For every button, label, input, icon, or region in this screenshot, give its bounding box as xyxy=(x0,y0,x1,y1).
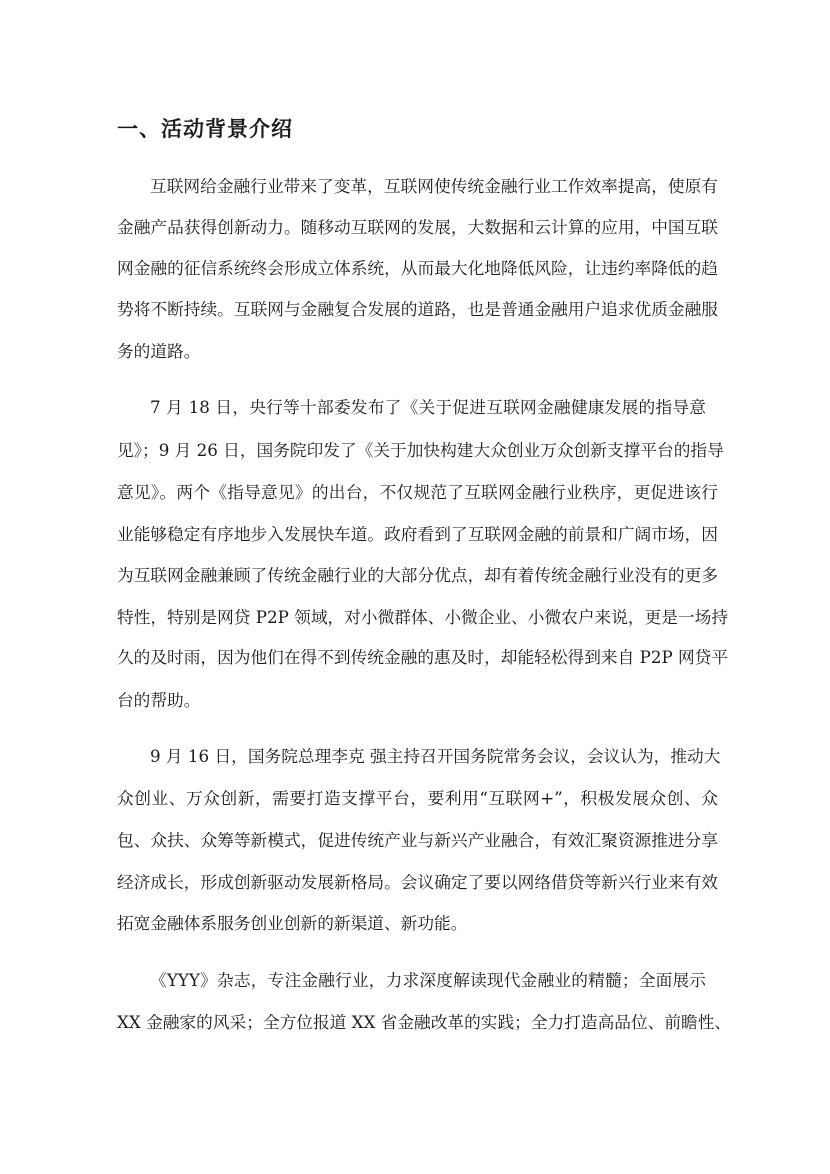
section-heading: 一、活动背景介绍 xyxy=(117,116,293,141)
text-line: 特性，特别是网贷 P2P 领域，对小微群体、小微企业、小微农户来说，更是一场持 xyxy=(117,607,729,627)
text-line: 见》；9 月 26 日，国务院印发了《关于加快构建大众创业万众创新支撑平台的指导 xyxy=(117,440,724,460)
text-line: 台的帮助。 xyxy=(117,690,201,710)
text-line: 意见》。两个《指导意见》的出台，不仅规范了互联网金融行业秩序，更促进该行 xyxy=(117,482,718,502)
text-line: 业能够稳定有序地步入发展快车道。政府看到了互联网金融的前景和广阔市场，因 xyxy=(117,524,718,544)
text-line: 7 月 18 日，央行等十部委发布了《关于促进互联网金融健康发展的指导意 xyxy=(150,397,706,417)
text-line: 势将不断持续。互联网与金融复合发展的道路，也是普通金融用户追求优质金融服 xyxy=(117,299,718,319)
text-line: 网金融的征信系统终会形成立体系统，从而最大化地降低风险，让违约率降低的趋 xyxy=(117,258,718,278)
text-line: 经济成长，形成创新驱动发展新格局。会议确定了要以网络借贷等新兴行业来有效 xyxy=(117,872,718,892)
text-line: 金融产品获得创新动力。随移动互联网的发展，大数据和云计算的应用，中国互联 xyxy=(117,217,718,237)
text-line: 互联网给金融行业带来了变革，互联网使传统金融行业工作效率提高，使原有 xyxy=(150,176,718,196)
text-line: 9 月 16 日，国务院总理李克 强主持召开国务院常务会议，会议认为，推动大 xyxy=(150,746,721,766)
text-line: 《YYY》杂志，专注金融行业，力求深度解读现代金融业的精髓；全面展示 xyxy=(150,970,706,990)
text-line: 包、众扶、众筹等新模式，促进传统产业与新兴产业融合，有效汇聚资源推进分享 xyxy=(117,830,718,850)
text-line: XX 金融家的风采；全方位报道 XX 省金融改革的实践；全力打造高品位、前瞻性、 xyxy=(117,1012,732,1032)
text-line: 久的及时雨，因为他们在得不到传统金融的惠及时，却能轻松得到来自 P2P 网贷平 xyxy=(117,647,729,667)
text-line: 务的道路。 xyxy=(117,341,201,361)
text-line: 拓宽金融体系服务创业创新的新渠道、新功能。 xyxy=(117,913,468,933)
text-line: 众创业、万众创新，需要打造支撑平台，要利用“互联网+”，积极发展众创、众 xyxy=(117,788,718,808)
text-line: 为互联网金融兼顾了传统金融行业的大部分优点，却有着传统金融行业没有的更多 xyxy=(117,565,718,585)
